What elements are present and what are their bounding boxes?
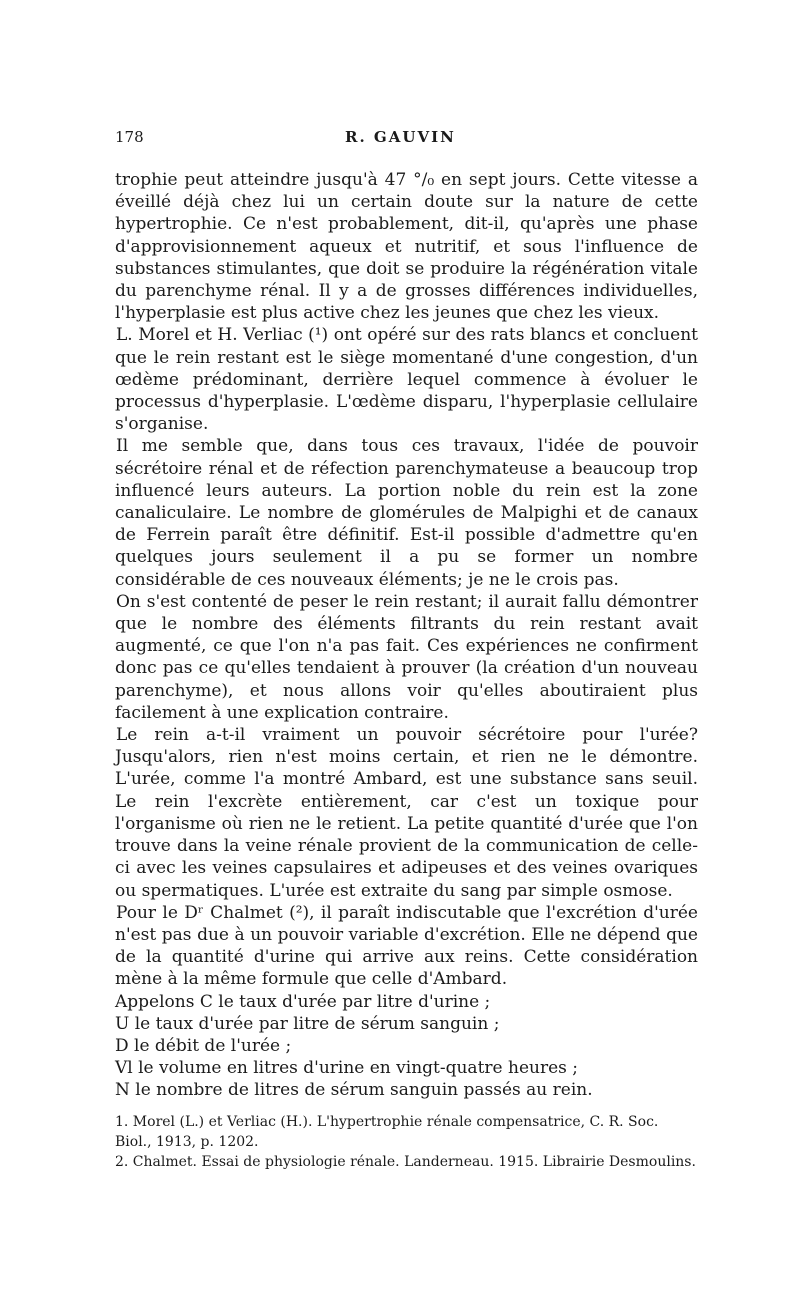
paragraph: On s'est contenté de peser le rein restant; il aurait fallu démontrer que le nombre des éléments filtrants du rein restant avait augmenté, ce que l'on n'a pas fait. Ces expériences ne confirment donc pas ce qu'elles tendaient à prouver (la création d'un nouveau parenchyme), et nous allons voir qu'elles aboutiraient plus facilement à une explication contraire. — [115, 591, 698, 723]
definition-line: Vl le volume en litres d'urine en vingt-quatre heures ; — [115, 1058, 578, 1079]
definition-line: U le taux d'urée par litre de sérum sanguin ; — [115, 1013, 500, 1034]
footnote: 1. Morel (L.) et Verliac (H.). L'hypertrophie rénale compensatrice, C. R. Soc. Biol., 1913, p. 1202. — [115, 1113, 659, 1150]
footnotes — [115, 1112, 698, 1172]
body-text — [115, 169, 698, 1102]
paragraph: Le rein a-t-il vraiment un pouvoir sécrétoire pour l'urée? Jusqu'alors, rien n'est moins certain, et rien ne le démontre. L'urée, comme l'a montré Ambard, est une substance sans seuil. Le rein l'excrète entièrement, car c'est un toxique pour l'organisme où rien ne le retient. La petite quantité d'urée que l'on trouve dans la veine rénale provient de la communication de celle-ci avec les veines capsulaires et adipeuses et des veines ovariques ou spermatiques. L'urée est extraite du sang par simple osmose. — [115, 725, 698, 901]
page-header — [115, 128, 698, 150]
running-head: R. GAUVIN — [345, 128, 456, 146]
paragraph: L. Morel et H. Verliac (¹) ont opéré sur des rats blancs et concluent que le rein restant est le siège momentané d'une congestion, d'un œdème prédominant, derrière lequel commence à évoluer le processus d'hyperplasie. L'œdème disparu, l'hyperplasie cellulaire s'organise. — [115, 325, 698, 435]
definition-line: N le nombre de litres de sérum sanguin passés au rein. — [115, 1080, 593, 1101]
definition-line: D le débit de l'urée ; — [115, 1035, 292, 1056]
paragraph: Pour le Dʳ Chalmet (²), il paraît indiscutable que l'excrétion d'urée n'est pas due à un pouvoir variable d'excrétion. Elle ne dépend que de la quantité d'urine qui arrive aux reins. Cette considération mène à la même formule que celle d'Ambard. — [115, 902, 698, 990]
paragraph: trophie peut atteindre jusqu'à 47 °/₀ en sept jours. Cette vitesse a éveillé déjà chez lui un certain doute sur la nature de cette hypertrophie. Ce n'est probablement, dit-il, qu'après une phase d'approvisionnement aqueux et nutritif, et sous l'influence de substances stimulantes, que doit se produire la régénération vitale du parenchyme rénal. Il y a de grosses différences individuelles, l'hyperplasie est plus active chez les jeunes que chez les vieux. — [115, 170, 698, 324]
definition-line: Appelons C le taux d'urée par litre d'urine ; — [115, 991, 491, 1012]
page — [115, 128, 698, 1172]
page-number: 178 — [115, 128, 144, 146]
paragraph: Il me semble que, dans tous ces travaux, l'idée de pouvoir sécrétoire rénal et de réfection parenchymateuse a beaucoup trop influencé leurs auteurs. La portion noble du rein est la zone canaliculaire. Le nombre de glomérules de Malpighi et de canaux de Ferrein paraît être définitif. Est-il possible d'admettre qu'en quelques jours seulement il a pu se former un nombre considérable de ces nouveaux éléments; je ne le crois pas. — [115, 436, 698, 590]
footnote: 2. Chalmet. Essai de physiologie rénale. Landerneau. 1915. Librairie Desmoulins. — [115, 1153, 696, 1170]
